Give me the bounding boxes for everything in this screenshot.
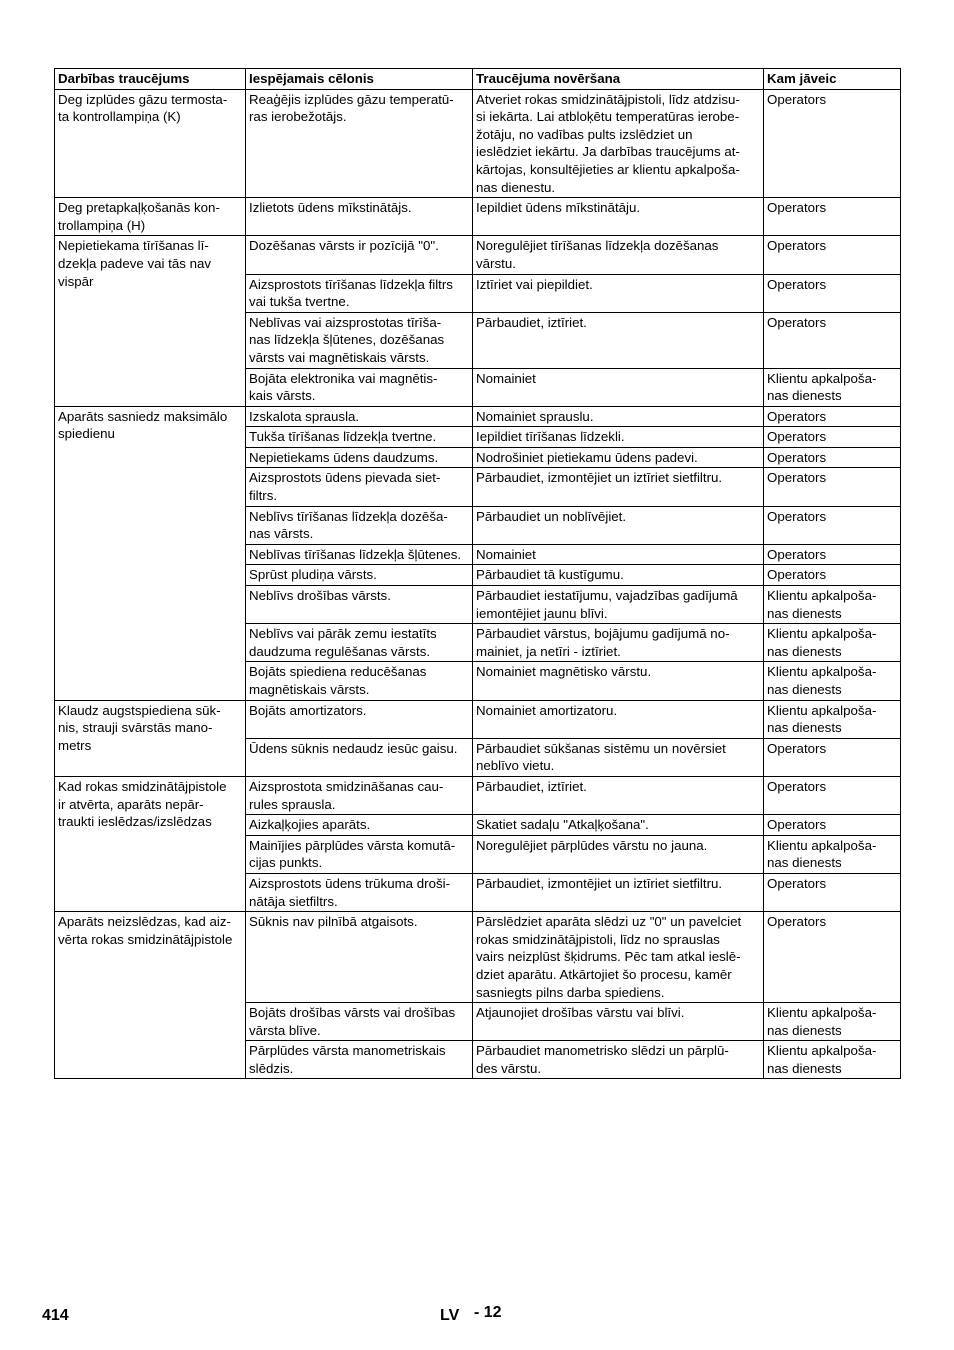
cause-text: Neblīvs drošības vārsts. xyxy=(249,588,391,604)
remedy-cell xyxy=(473,565,764,586)
responsible-text: Klientu apkalpoša- nas dienests xyxy=(767,837,877,871)
remedy-cell xyxy=(473,776,764,814)
cause-text: Sprūst pludiņa vārsts. xyxy=(249,567,377,583)
responsible-text: Operators xyxy=(767,470,827,486)
responsible-cell xyxy=(764,236,901,274)
responsible-cell xyxy=(764,776,901,814)
responsible-cell xyxy=(764,468,901,506)
remedy-cell xyxy=(473,738,764,776)
responsible-cell xyxy=(764,198,901,236)
column-header-remedy: Traucējuma novēršana xyxy=(473,69,764,90)
fault-cell xyxy=(55,912,246,1079)
remedy-cell xyxy=(473,274,764,312)
responsible-cell xyxy=(764,835,901,873)
fault-text: Deg pretapkaļķošanās kon- trollampiņa (H) xyxy=(58,200,220,233)
responsible-cell xyxy=(764,89,901,198)
responsible-text: Klientu apkalpoša- nas dienests xyxy=(767,370,877,404)
cause-cell xyxy=(246,624,473,662)
cause-cell xyxy=(246,447,473,468)
remedy-cell xyxy=(473,312,764,368)
responsible-text: Operators xyxy=(767,276,827,292)
remedy-cell xyxy=(473,873,764,911)
responsible-cell xyxy=(764,1041,901,1079)
fault-text: Deg izplūdes gāzu termosta- ta kontrollampiņa (K) xyxy=(58,91,228,125)
responsible-cell xyxy=(764,427,901,448)
remedy-cell xyxy=(473,835,764,873)
cause-text: Bojāts amortizators. xyxy=(249,702,367,718)
troubleshooting-table xyxy=(54,68,901,1079)
remedy-text: Iepildiet ūdens mīkstinātāju. xyxy=(476,200,641,216)
remedy-text: Pārbaudiet tā kustīgumu. xyxy=(476,567,624,583)
remedy-text: Nodrošiniet pietiekamu ūdens padevi. xyxy=(476,449,698,465)
cause-cell xyxy=(246,198,473,236)
cause-cell xyxy=(246,835,473,873)
remedy-cell xyxy=(473,1003,764,1041)
responsible-text: Klientu apkalpoša- nas dienests xyxy=(767,664,877,697)
cause-cell xyxy=(246,873,473,911)
responsible-cell xyxy=(764,700,901,738)
responsible-text: Operators xyxy=(767,314,827,330)
cause-cell xyxy=(246,312,473,368)
responsible-cell xyxy=(764,815,901,836)
responsible-text: Klientu apkalpoša- nas dienests xyxy=(767,702,877,736)
remedy-text: Atveriet rokas smidzinātājpistoli, līdz atdzisu- si iekārta. Lai atbloķētu temperatūras ierobe- žotāju, no vadības pults izslēdziet un ieslēdziet iekārtu. Ja darbības traucējums at- kārtojas, konsultējieties ar klientu apkalpoša- nas dienestu. xyxy=(476,91,740,195)
table-row xyxy=(55,198,901,236)
remedy-text: Pārbaudiet un noblīvējiet. xyxy=(476,508,627,524)
responsible-text: Operators xyxy=(767,875,827,891)
responsible-cell xyxy=(764,873,901,911)
fault-cell xyxy=(55,776,246,911)
cause-cell xyxy=(246,89,473,198)
remedy-cell xyxy=(473,815,764,836)
responsible-text: Operators xyxy=(767,200,827,216)
remedy-text: Skatiet sadaļu "Atkaļķošana". xyxy=(476,817,649,833)
responsible-text: Operators xyxy=(767,817,827,833)
remedy-text: Atjaunojiet drošības vārstu vai blīvi. xyxy=(476,1005,685,1021)
remedy-text: Nomainiet amortizatoru. xyxy=(476,702,618,718)
responsible-cell xyxy=(764,662,901,700)
responsible-text: Operators xyxy=(767,778,827,794)
table-row xyxy=(55,700,901,738)
cause-text: Reaģējis izplūdes gāzu temperatū- ras ierobežotājs. xyxy=(249,91,454,125)
column-header-cause: Iespējamais cēlonis xyxy=(246,69,473,90)
cause-text: Aizsprostota smidzināšanas cau- rules sprausla. xyxy=(249,778,444,812)
responsible-cell xyxy=(764,565,901,586)
cause-cell xyxy=(246,368,473,406)
table-row xyxy=(55,912,901,1003)
responsible-cell xyxy=(764,312,901,368)
cause-text: Bojāts spiediena reducēšanas magnētiskais vārsts. xyxy=(249,664,427,697)
cause-text: Tukša tīrīšanas līdzekļa tvertne. xyxy=(249,429,437,445)
cause-text: Aizsprostots ūdens pievada siet- filtrs. xyxy=(249,470,441,504)
cause-text: Bojāts drošības vārsts vai drošības vārsta blīve. xyxy=(249,1005,456,1038)
cause-cell xyxy=(246,586,473,624)
cause-cell xyxy=(246,236,473,274)
section-page-number: - 12 xyxy=(474,1304,502,1321)
responsible-text: Operators xyxy=(767,429,827,445)
remedy-cell xyxy=(473,586,764,624)
column-header-responsible: Kam jāveic xyxy=(764,69,901,90)
remedy-text: Iztīriet vai piepildiet. xyxy=(476,276,593,292)
cause-cell xyxy=(246,776,473,814)
cause-text: Sūknis nav pilnībā atgaisots. xyxy=(249,914,418,930)
responsible-cell xyxy=(764,368,901,406)
remedy-text: Nomainiet xyxy=(476,370,536,386)
column-header-fault: Darbības traucējums xyxy=(55,69,246,90)
responsible-text: Klientu apkalpoša- nas dienests xyxy=(767,1005,877,1038)
remedy-text: Pārbaudiet, izmontējiet un iztīriet sietfiltru. xyxy=(476,875,723,891)
cause-text: Izlietots ūdens mīkstinātājs. xyxy=(249,200,412,216)
table-row xyxy=(55,236,901,274)
cause-cell xyxy=(246,565,473,586)
remedy-text: Pārslēdziet aparāta slēdzi uz "0" un pavelciet rokas smidzinātājpistoli, līdz no sprauslas vairs neizplūst šķidrums. Pēc tam atkal ieslē- dziet aparātu. Atkārtojiet šo procesu, kamēr sasniegts pilns darba spiediens. xyxy=(476,914,742,1000)
cause-text: Dozēšanas vārsts ir pozīcijā "0". xyxy=(249,238,439,254)
remedy-cell xyxy=(473,662,764,700)
fault-text: Aparāts neizslēdzas, kad aiz- vērta rokas smidzinātājpistole xyxy=(58,914,233,947)
responsible-text: Operators xyxy=(767,740,827,756)
remedy-text: Pārbaudiet iestatījumu, vajadzības gadījumā iemontējiet jaunu blīvi. xyxy=(476,588,738,621)
fault-text: Nepietiekama tīrīšanas lī- dzekļa padeve vai tās nav vispār xyxy=(58,238,212,289)
cause-text: Aizkaļķojies aparāts. xyxy=(249,817,371,833)
responsible-cell xyxy=(764,506,901,544)
responsible-text: Operators xyxy=(767,508,827,524)
remedy-cell xyxy=(473,236,764,274)
remedy-text: Nomainiet magnētisko vārstu. xyxy=(476,664,652,680)
remedy-cell xyxy=(473,700,764,738)
remedy-cell xyxy=(473,447,764,468)
responsible-cell xyxy=(764,274,901,312)
remedy-text: Iepildiet tīrīšanas līdzekli. xyxy=(476,429,625,445)
cause-cell xyxy=(246,815,473,836)
cause-cell xyxy=(246,738,473,776)
responsible-text: Klientu apkalpoša- nas dienests xyxy=(767,1043,877,1076)
cause-text: Pārplūdes vārsta manometriskais slēdzis. xyxy=(249,1043,446,1076)
responsible-text: Klientu apkalpoša- nas dienests xyxy=(767,626,877,659)
responsible-cell xyxy=(764,586,901,624)
remedy-cell xyxy=(473,368,764,406)
remedy-text: Nomainiet sprauslu. xyxy=(476,408,594,424)
cause-cell xyxy=(246,544,473,565)
remedy-cell xyxy=(473,468,764,506)
cause-text: Bojāta elektronika vai magnētis- kais vārsts. xyxy=(249,370,438,404)
responsible-text: Operators xyxy=(767,91,827,107)
cause-text: Ūdens sūknis nedaudz iesūc gaisu. xyxy=(249,740,458,756)
remedy-cell xyxy=(473,198,764,236)
cause-cell xyxy=(246,406,473,427)
table-row xyxy=(55,89,901,198)
remedy-cell xyxy=(473,89,764,198)
cause-text: Mainījies pārplūdes vārsta komutā- cijas punkts. xyxy=(249,837,456,871)
remedy-text: Pārbaudiet, iztīriet. xyxy=(476,314,587,330)
cause-cell xyxy=(246,427,473,448)
cause-text: Neblīvs vai pārāk zemu iestatīts daudzuma regulēšanas vārsts. xyxy=(249,626,437,659)
responsible-cell xyxy=(764,1003,901,1041)
cause-cell xyxy=(246,1003,473,1041)
remedy-text: Pārbaudiet manometrisko slēdzi un pārplū- des vārstu. xyxy=(476,1043,729,1076)
cause-cell xyxy=(246,274,473,312)
responsible-text: Operators xyxy=(767,567,827,583)
cause-cell xyxy=(246,662,473,700)
responsible-text: Operators xyxy=(767,914,827,930)
cause-text: Aizsprostots tīrīšanas līdzekļa filtrs vai tukša tvertne. xyxy=(249,276,453,310)
responsible-text: Operators xyxy=(767,546,827,562)
responsible-cell xyxy=(764,624,901,662)
responsible-text: Operators xyxy=(767,238,827,254)
remedy-text: Noregulējiet tīrīšanas līdzekļa dozēšanas vārstu. xyxy=(476,238,719,271)
cause-text: Neblīvas vai aizsprostotas tīrīša- nas līdzekļa šļūtenes, dozēšanas vārsts vai magnētiskais vārsts. xyxy=(249,314,445,365)
remedy-cell xyxy=(473,427,764,448)
fault-cell xyxy=(55,700,246,776)
remedy-cell xyxy=(473,912,764,1003)
cause-text: Aizsprostots ūdens trūkuma droši- nātāja sietfiltrs. xyxy=(249,875,451,909)
responsible-cell xyxy=(764,912,901,1003)
fault-cell xyxy=(55,198,246,236)
remedy-text: Pārbaudiet, iztīriet. xyxy=(476,778,587,794)
responsible-cell xyxy=(764,738,901,776)
responsible-cell xyxy=(764,406,901,427)
remedy-text: Noregulējiet pārplūdes vārstu no jauna. xyxy=(476,837,708,853)
responsible-text: Operators xyxy=(767,449,827,465)
fault-text: Aparāts sasniedz maksimālo spiedienu xyxy=(58,408,228,442)
cause-cell xyxy=(246,912,473,1003)
cause-cell xyxy=(246,1041,473,1079)
responsible-cell xyxy=(764,447,901,468)
cause-cell xyxy=(246,468,473,506)
cause-text: Neblīvs tīrīšanas līdzekļa dozēša- nas vārsts. xyxy=(249,508,448,542)
table-row xyxy=(55,406,901,427)
fault-text: Kad rokas smidzinātājpistole ir atvērta, aparāts nepār- traukti ieslēdzas/izslēdzas xyxy=(58,778,227,830)
remedy-cell xyxy=(473,506,764,544)
cause-text: Neblīvas tīrīšanas līdzekļa šļūtenes. xyxy=(249,546,462,562)
remedy-text: Pārbaudiet, izmontējiet un iztīriet sietfiltru. xyxy=(476,470,723,486)
fault-text: Klaudz augstspiediena sūk- nis, strauji svārstās mano- metrs xyxy=(58,702,221,753)
cause-text: Nepietiekams ūdens daudzums. xyxy=(249,449,439,465)
cause-text: Izskalota sprausla. xyxy=(249,408,360,424)
remedy-text: Pārbaudiet sūkšanas sistēmu un novērsiet neblīvo vietu. xyxy=(476,740,726,774)
remedy-text: Pārbaudiet vārstus, bojājumu gadījumā no- mainiet, ja netīri - iztīriet. xyxy=(476,626,730,659)
remedy-text: Nomainiet xyxy=(476,546,536,562)
remedy-cell xyxy=(473,624,764,662)
fault-cell xyxy=(55,236,246,406)
responsible-text: Operators xyxy=(767,408,827,424)
language-code: LV xyxy=(440,1307,460,1324)
cause-cell xyxy=(246,506,473,544)
table-header-row xyxy=(55,69,901,90)
cause-cell xyxy=(246,700,473,738)
table-row xyxy=(55,776,901,814)
page-number: 414 xyxy=(42,1307,69,1324)
responsible-cell xyxy=(764,544,901,565)
fault-cell xyxy=(55,89,246,198)
responsible-text: Klientu apkalpoša- nas dienests xyxy=(767,588,877,621)
fault-cell xyxy=(55,406,246,700)
remedy-cell xyxy=(473,406,764,427)
remedy-cell xyxy=(473,544,764,565)
remedy-cell xyxy=(473,1041,764,1079)
